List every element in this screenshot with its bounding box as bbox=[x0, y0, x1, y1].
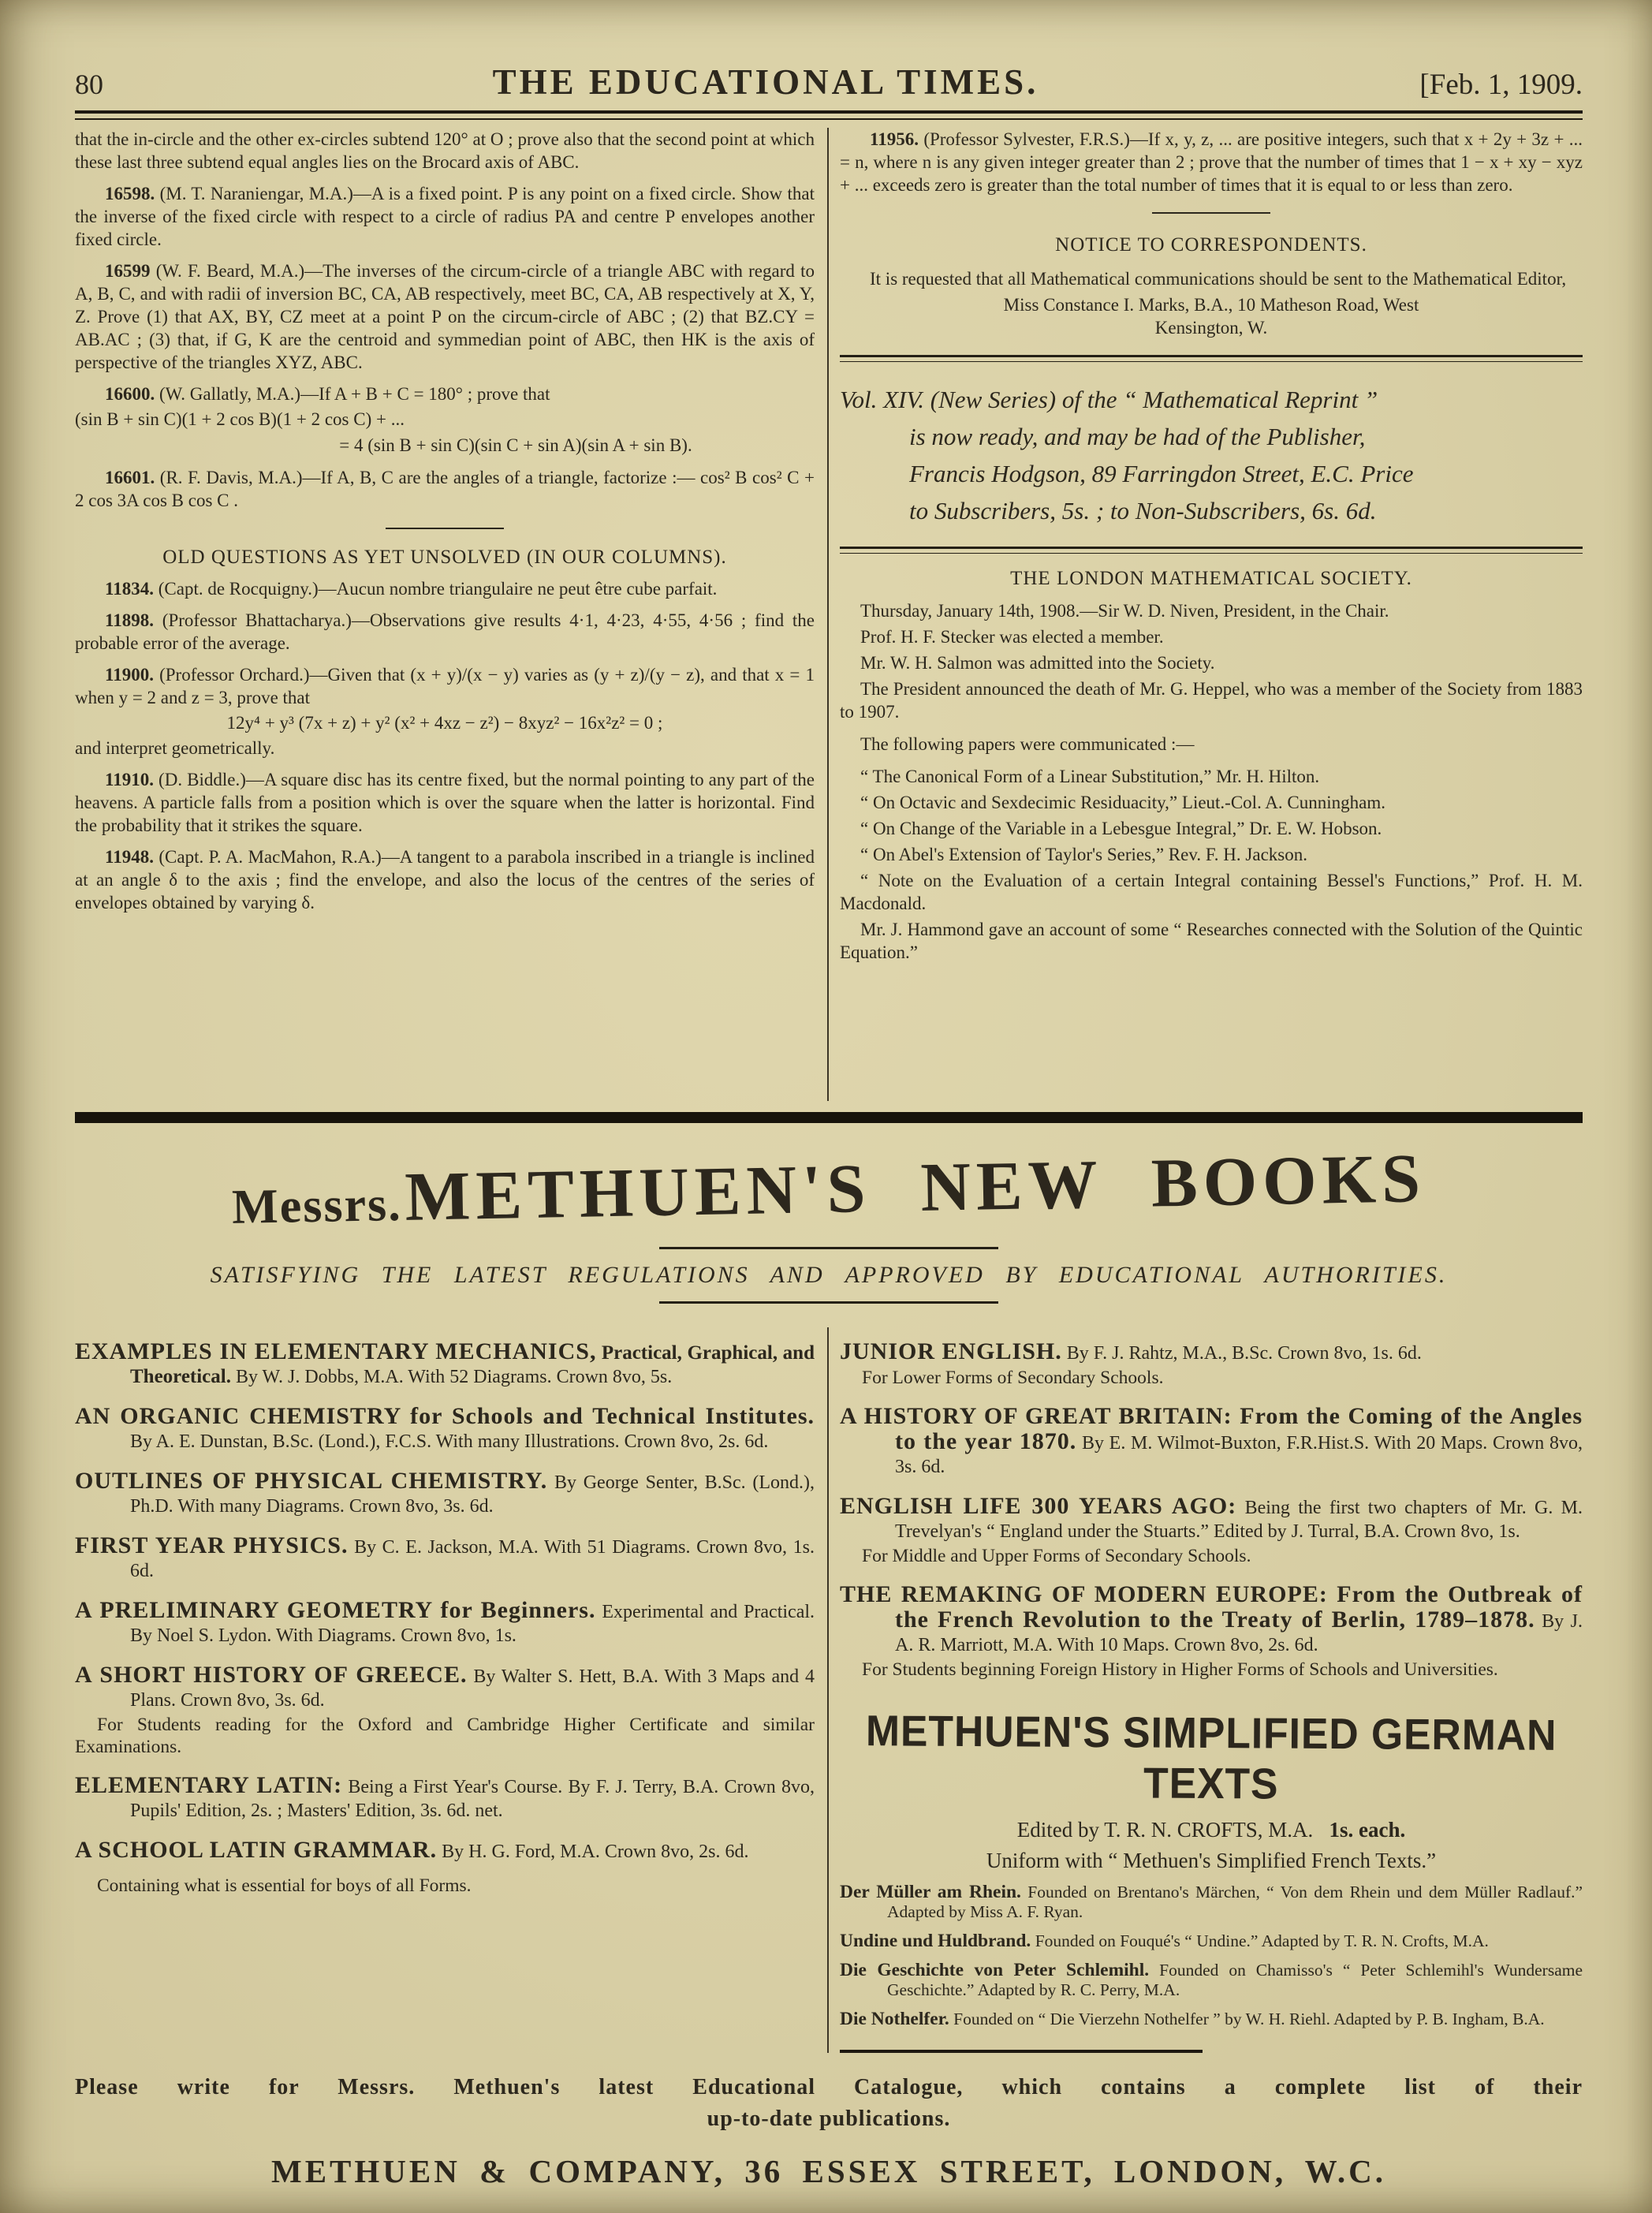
formula: 12y⁴ + y³ (7x + z) + y² (x² + 4xz − z²) − 8xyz² − 16x²z² = 0 ; bbox=[226, 713, 663, 733]
section-separator-bar bbox=[75, 1112, 1583, 1123]
masthead-rule bbox=[75, 110, 1583, 120]
problem-text: (W. F. Beard, M.A.)—The inverses of the circum-circle of a triangle ABC with regard to A, B, C, and with radii of inversion BC, CA, AB respectively, meet BC, CA, AB respectively at X, Y, Z. Prove (1) that AX, BY, CZ meet at a point P on the circum-circle of ABC ; (2) that BZ.CY = AB.AC ; (3) that, if G, K are the centroid and symmedian point of ABC, then HK is the axis of perspective of the triangles XYZ, ABC. bbox=[75, 261, 815, 372]
double-rule bbox=[840, 547, 1583, 554]
notice-body: It is requested that all Mathematical communications should be sent to the Mathematical Editor, bbox=[870, 269, 1567, 289]
society-paper-title: “ Note on the Evaluation of a certain Integral containing Bessel's Functions,” Prof. H. M. Macdonald. bbox=[840, 871, 1583, 913]
book-details: By E. M. Wilmot-Buxton, F.R.Hist.S. With 20 Maps. Crown 8vo, 3s. 6d. bbox=[895, 1433, 1583, 1477]
ad-tagline: SATISFYING THE LATEST REGULATIONS AND APPROVED BY EDUCATIONAL AUTHORITIES. bbox=[210, 1262, 1448, 1288]
book-title: A SCHOOL LATIN GRAMMAR. bbox=[75, 1837, 438, 1863]
book-entry bbox=[75, 1469, 815, 1518]
problem-text: and interpret geometrically. bbox=[75, 738, 275, 758]
problem-continuation: that the in-circle and the other ex-circles subtend 120° at O ; prove also that the second point at which these last three subtend equal angles lies on the Brocard axis of ABC. bbox=[75, 129, 815, 172]
problem-text: (D. Biddle.)—A square disc has its centre fixed, but the normal pointing to any part of the heavens. A particle falls from a position which is over the square when the latter is horizontal. Find the probability that it strikes the square. bbox=[75, 770, 815, 835]
society-paragraph: Mr. J. Hammond gave an account of some “ Researches connected with the Solution of the Quintic Equation.” bbox=[840, 920, 1583, 962]
book-title: Die Nothelfer. bbox=[840, 2009, 949, 2029]
book-entry bbox=[75, 1534, 815, 1583]
book-title: A SHORT HISTORY OF GREECE. bbox=[75, 1662, 468, 1688]
society-paragraph: Thursday, January 14th, 1908.—Sir W. D. Niven, President, in the Chair. bbox=[860, 601, 1389, 621]
book-entry bbox=[840, 1495, 1583, 1567]
book-details: Experimental and Practical. By Noel S. Lydon. With Diagrams. Crown 8vo, 1s. bbox=[130, 1602, 815, 1646]
book-title: A HISTORY OF GREAT BRITAIN: From the Coming of the Angles to the year 1870. bbox=[840, 1403, 1583, 1454]
page-number: 80 bbox=[75, 69, 103, 100]
masthead bbox=[75, 62, 1583, 103]
book-details: Being a First Year's Course. By F. J. Terry, B.A. Crown 8vo, Pupils' Edition, 2s. ; Masters' Edition, 3s. 6d. net. bbox=[130, 1777, 815, 1821]
problem-number: 11834. bbox=[105, 579, 154, 599]
book-entry bbox=[840, 1405, 1583, 1479]
german-texts-editor bbox=[840, 1818, 1583, 1842]
ad-end-rule bbox=[840, 2050, 1203, 2053]
book-note: For Students reading for the Oxford and Cambridge Higher Certificate and similar Examinations. bbox=[75, 1715, 815, 1757]
book-details: Founded on “ Die Vierzehn Nothelfer ” by W. H. Riehl. Adapted by P. B. Ingham, B.A. bbox=[953, 2010, 1545, 2028]
book-title: EXAMPLES IN ELEMENTARY MECHANICS, bbox=[75, 1338, 597, 1364]
column-divider bbox=[827, 1327, 829, 2053]
reprint-line: to Subscribers, 5s. ; to Non-Subscribers, 6s. 6d. bbox=[909, 497, 1377, 524]
german-book-entry bbox=[840, 2010, 1583, 2029]
society-paragraph: Prof. H. F. Stecker was elected a member. bbox=[860, 627, 1164, 647]
book-entry bbox=[75, 1405, 815, 1454]
book-title: FIRST YEAR PHYSICS. bbox=[75, 1532, 349, 1558]
column-divider bbox=[827, 128, 829, 1101]
problem-number: 11956. bbox=[870, 129, 919, 149]
ad-title-prefix: Messrs. bbox=[231, 1177, 403, 1234]
book-details: By H. G. Ford, M.A. Crown 8vo, 2s. 6d. bbox=[442, 1842, 749, 1862]
book-entry bbox=[840, 1340, 1583, 1389]
catalogue-invitation: Please write for Messrs. Methuen's latest Educational Catalogue, which contains a complete list of their bbox=[75, 2075, 1583, 2099]
problem-item bbox=[75, 577, 815, 600]
problem-text: (Capt. P. A. MacMahon, R.A.)—A tangent to a parabola inscribed in a triangle is inclined at an angle δ to the axis ; find the envelope, and also the locus of the centres of the series of envelopes obtained by varying δ. bbox=[75, 847, 815, 912]
problem-text: (Professor Bhattacharya.)—Observations give results 4·1, 4·23, 4·55, 4·56 ; find the probable error of the average. bbox=[75, 610, 815, 653]
section-rule bbox=[386, 528, 504, 529]
problem-number: 16599 bbox=[105, 261, 151, 281]
society-paper-title: “ On Change of the Variable in a Lebesgue Integral,” Dr. E. W. Hobson. bbox=[860, 819, 1382, 838]
book-title: AN ORGANIC CHEMISTRY for Schools and Technical Institutes. bbox=[75, 1403, 815, 1429]
problem-number: 16600. bbox=[105, 384, 155, 404]
problem-number: 11900. bbox=[105, 665, 154, 685]
book-entry bbox=[840, 1583, 1583, 1681]
problem-number: 16601. bbox=[105, 468, 155, 487]
editor-address: Kensington, W. bbox=[1154, 318, 1268, 338]
book-title: Der Müller am Rhein. bbox=[840, 1882, 1021, 1902]
book-note: Containing what is essential for boys of all Forms. bbox=[97, 1875, 472, 1896]
notice-heading: NOTICE TO CORRESPONDENTS. bbox=[1055, 234, 1367, 256]
problem-item bbox=[75, 383, 815, 405]
german-uniform-note: Uniform with “ Methuen's Simplified French Texts.” bbox=[986, 1849, 1437, 1872]
book-entry bbox=[75, 1340, 815, 1389]
issue-date: [Feb. 1, 1909. bbox=[1419, 69, 1583, 101]
problem-text: (Professor Orchard.)—Given that (x + y)/(x − y) varies as (y + z)/(y − z), and that x = 1 when y = 2 and z = 3, prove that bbox=[75, 665, 815, 707]
problem-number: 11948. bbox=[105, 847, 154, 867]
reprint-line: is now ready, and may be had of the Publisher, bbox=[909, 423, 1366, 450]
formula: (sin B + sin C)(1 + 2 cos B)(1 + 2 cos C) + ... bbox=[75, 409, 405, 429]
old-questions-heading: OLD QUESTIONS AS YET UNSOLVED (IN OUR COLUMNS). bbox=[162, 547, 727, 568]
books-right-column bbox=[840, 1324, 1583, 2053]
ad-rule bbox=[659, 1247, 998, 1249]
german-texts-heading: METHUEN'S SIMPLIFIED GERMAN TEXTS bbox=[865, 1706, 1557, 1808]
problem-item bbox=[75, 663, 815, 709]
problem-text: (Professor Sylvester, F.R.S.)—If x, y, z, ... are positive integers, such that x + 2y + 3z + ... = n, where n is any given integer greater than 2 ; prove that the number of times that 1 − x + xy − xyz + ... exceeds zero is greater than the total number of times that it is equal to or less than zero. bbox=[840, 129, 1583, 195]
reprint-notice bbox=[840, 376, 1583, 531]
book-details: Founded on Chamisso's “ Peter Schlemihl's Wundersame Geschichte.” Adapted by R. C. Perry, M.A. bbox=[887, 1961, 1583, 1999]
book-note: For Students beginning Foreign History in Higher Forms of Schools and Universities. bbox=[862, 1659, 1498, 1680]
problem-item bbox=[840, 128, 1583, 196]
book-details: By F. J. Rahtz, M.A., B.Sc. Crown 8vo, 1s. 6d. bbox=[1066, 1343, 1422, 1364]
problem-text: (R. F. Davis, M.A.)—If A, B, C are the angles of a triangle, factorize :— cos² B cos² C + 2 cos 3A cos B cos C . bbox=[75, 468, 815, 510]
society-paper-title: “ On Abel's Extension of Taylor's Series,” Rev. F. H. Jackson. bbox=[860, 845, 1307, 864]
ad-rule bbox=[659, 1301, 998, 1304]
book-entry bbox=[75, 1774, 815, 1823]
ad-footer bbox=[75, 2073, 1583, 2190]
german-price: 1s. each. bbox=[1329, 1818, 1406, 1842]
problem-number: 11898. bbox=[105, 610, 154, 630]
book-details: By Walter S. Hett, B.A. With 3 Maps and 4 Plans. Crown 8vo, 3s. 6d. bbox=[130, 1666, 815, 1711]
editor-address: Miss Constance I. Marks, B.A., 10 Matheson Road, West bbox=[1003, 295, 1419, 315]
book-details: Being the first two chapters of Mr. G. M. Trevelyan's “ England under the Stuarts.” Edited by J. Turral, B.A. Crown 8vo, 1s. bbox=[895, 1498, 1583, 1542]
society-paragraph: Mr. W. H. Salmon was admitted into the Society. bbox=[860, 653, 1215, 673]
book-title: OUTLINES OF PHYSICAL CHEMISTRY. bbox=[75, 1468, 548, 1494]
reprint-line: Francis Hodgson, 89 Farringdon Street, E.C. Price bbox=[909, 460, 1414, 487]
problem-number: 16598. bbox=[105, 184, 155, 203]
book-details: Founded on Fouqué's “ Undine.” Adapted by T. R. N. Crofts, M.A. bbox=[1035, 1931, 1489, 1950]
catalogue-invitation-line2: up-to-date publications. bbox=[707, 2107, 951, 2131]
society-paragraph: The following papers were communicated :— bbox=[860, 734, 1195, 754]
book-listings bbox=[75, 1324, 1583, 2053]
book-note: For Lower Forms of Secondary Schools. bbox=[862, 1368, 1164, 1388]
book-subtitle: Practical, Graphical, and Theoretical. bbox=[130, 1342, 815, 1387]
problem-item bbox=[75, 259, 815, 374]
right-column bbox=[840, 125, 1583, 1101]
book-details: Founded on Brentano's Märchen, “ Von dem Rhein und dem Müller Radlauf.” Adapted by Miss A. F. Ryan. bbox=[887, 1883, 1583, 1921]
ad-title bbox=[74, 1136, 1583, 1243]
problem-text: (W. Gallatly, M.A.)—If A + B + C = 180° ; prove that bbox=[159, 384, 550, 404]
problems-section bbox=[75, 125, 1583, 1101]
book-entry bbox=[75, 1663, 815, 1758]
book-title: JUNIOR ENGLISH. bbox=[840, 1338, 1062, 1364]
society-report bbox=[840, 568, 1583, 964]
publication-title: THE EDUCATIONAL TIMES. bbox=[492, 62, 1039, 102]
problem-item bbox=[75, 182, 815, 251]
book-details: By A. E. Dunstan, B.Sc. (Lond.), F.C.S. With many Illustrations. Crown 8vo, 2s. 6d. bbox=[130, 1431, 769, 1452]
publisher-address: METHUEN & COMPANY, 36 ESSEX STREET, LONDON, W.C. bbox=[271, 2153, 1386, 2189]
left-column bbox=[75, 125, 815, 1101]
book-entry bbox=[75, 1599, 815, 1648]
problem-item bbox=[75, 466, 815, 512]
problem-number: 11910. bbox=[105, 770, 154, 789]
book-entry bbox=[75, 1838, 815, 1897]
books-left-column bbox=[75, 1324, 815, 2053]
book-details: By C. E. Jackson, M.A. With 51 Diagrams. Crown 8vo, 1s. 6d. bbox=[130, 1537, 815, 1581]
problem-text: (Capt. de Rocquigny.)—Aucun nombre triangulaire ne peut être cube parfait. bbox=[158, 579, 718, 599]
german-book-entry bbox=[840, 1961, 1583, 2000]
problem-item bbox=[75, 845, 815, 914]
book-note: For Middle and Upper Forms of Secondary Schools. bbox=[862, 1546, 1251, 1566]
book-details: By W. J. Dobbs, M.A. With 52 Diagrams. Crown 8vo, 5s. bbox=[235, 1367, 673, 1387]
book-title: A PRELIMINARY GEOMETRY for Beginners. bbox=[75, 1597, 596, 1623]
book-details: By George Senter, B.Sc. (Lond.), Ph.D. With many Diagrams. Crown 8vo, 3s. 6d. bbox=[130, 1472, 815, 1517]
problem-text: (M. T. Naraniengar, M.A.)—A is a fixed point. P is any point on a fixed circle. Show that the inverse of the fixed circle with respect to a circle of radius PA and centre P envelopes another fixed circle. bbox=[75, 184, 815, 249]
reprint-line: Vol. XIV. (New Series) of the “ Mathematical Reprint ” bbox=[840, 386, 1378, 413]
german-book-entry bbox=[840, 1883, 1583, 1922]
section-rule bbox=[1152, 212, 1270, 214]
problem-item bbox=[75, 768, 815, 837]
german-edited-by: Edited by T. R. N. CROFTS, M.A. bbox=[1016, 1818, 1314, 1842]
book-title: THE REMAKING OF MODERN EUROPE: From the Outbreak of the French Revolution to the Treaty of Berlin, 1789–1878. bbox=[840, 1581, 1583, 1633]
double-rule bbox=[840, 355, 1583, 362]
book-title: ELEMENTARY LATIN: bbox=[75, 1772, 343, 1798]
formula: = 4 (sin B + sin C)(sin C + sin A)(sin A + sin B). bbox=[339, 435, 692, 455]
problem-item bbox=[75, 609, 815, 655]
book-title: Undine und Huldbrand. bbox=[840, 1931, 1031, 1951]
society-paper-title: “ On Octavic and Sexdecimic Residuacity,” Lieut.-Col. A. Cunningham. bbox=[860, 793, 1385, 812]
society-paragraph: The President announced the death of Mr. G. Heppel, who was a member of the Society from 1883 to 1907. bbox=[840, 679, 1583, 722]
book-title: Die Geschichte von Peter Schlemihl. bbox=[840, 1960, 1150, 1980]
book-title: ENGLISH LIFE 300 YEARS AGO: bbox=[840, 1493, 1237, 1519]
society-heading: THE LONDON MATHEMATICAL SOCIETY. bbox=[1010, 568, 1412, 589]
society-paper-title: “ The Canonical Form of a Linear Substitution,” Mr. H. Hilton. bbox=[860, 767, 1320, 786]
book-details: By J. A. R. Marriott, M.A. With 10 Maps. Crown 8vo, 2s. 6d. bbox=[895, 1611, 1583, 1655]
german-book-entry bbox=[840, 1931, 1583, 1951]
ad-title-main: METHUEN'S NEW BOOKS bbox=[404, 1140, 1426, 1236]
